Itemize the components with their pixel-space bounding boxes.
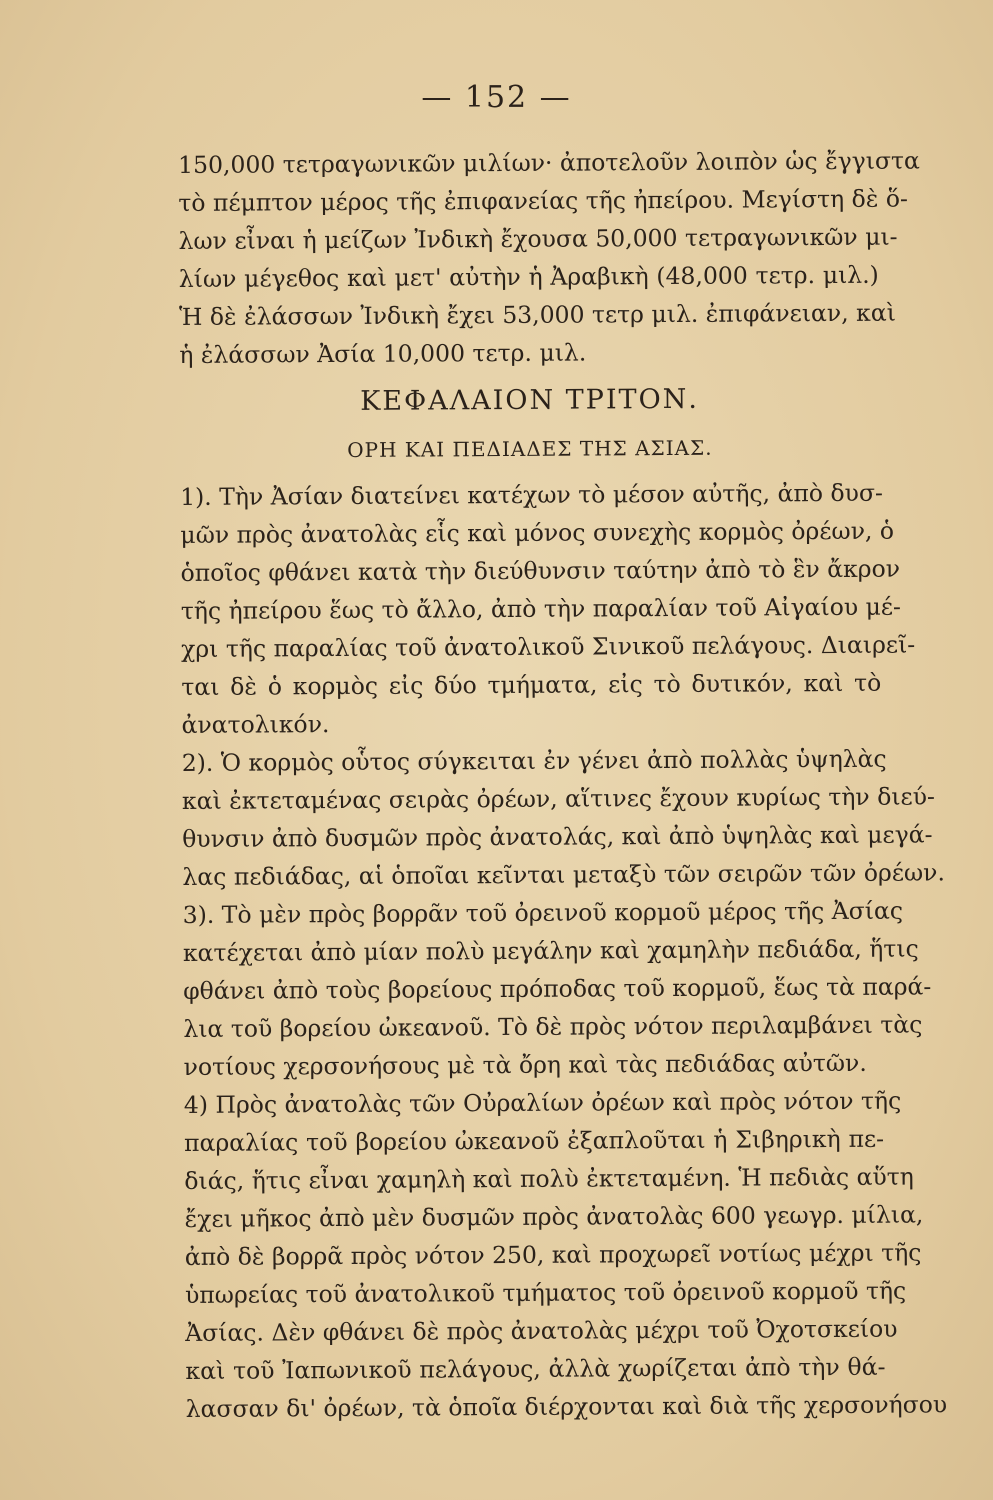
- text-line: λασσαν δι' ὀρέων, τὰ ὁποῖα διέρχονται καὶ διὰ τῆς χερσονήσου: [185, 1390, 948, 1423]
- text-line: λων εἶναι ἡ μείζων Ἰνδικὴ ἔχουσα 50,000 τετραγωνικῶν μι-: [178, 222, 898, 255]
- text-line: ὑπωρείας τοῦ ἀνατολικοῦ τμήματος τοῦ ὀρεινοῦ κορμοῦ τῆς: [184, 1276, 907, 1309]
- text-line: ἡ ἐλάσσων Ἀσία 10,000 τετρ. μιλ.: [179, 338, 587, 369]
- text-line: 2). Ὁ κορμὸς οὗτος σύγκειται ἐν γένει ἀπὸ πολλὰς ὑψηλὰς: [181, 744, 887, 777]
- text-line: τῆς ἠπείρου ἕως τὸ ἄλλο, ἀπὸ τὴν παραλίαν τοῦ Αἰγαίου μέ-: [180, 592, 902, 625]
- text-line: μῶν πρὸς ἀνατολὰς εἷς καὶ μόνος συνεχὴς κορμὸς ὀρέων, ὁ: [180, 516, 895, 549]
- text-line: καὶ τοῦ Ἰαπωνικοῦ πελάγους, ἀλλὰ χωρίζεται ἀπὸ τὴν θά-: [185, 1352, 886, 1385]
- text-line: ἀπὸ δὲ βορρᾶ πρὸς νότον 250, καὶ προχωρεῖ νοτίως μέχρι τῆς: [184, 1238, 922, 1271]
- text-line: νοτίους χερσονήσους μὲ τὰ ὄρη καὶ τὰς πεδιάδας αὐτῶν.: [183, 1048, 867, 1081]
- chapter-subtitle: ΟΡΗ ΚΑΙ ΠΕΔΙΑΔΕΣ ΤΗΣ ΑΣΙΑΣ.: [347, 435, 713, 462]
- text-line: καὶ ἐκτεταμένας σειρὰς ὀρέων, αἵτινες ἔχουν κυρίως τὴν διεύ-: [181, 782, 935, 815]
- section-1-paragraph: [180, 474, 916, 744]
- text-line: 3). Τὸ μὲν πρὸς βορρᾶν τοῦ ὀρεινοῦ κορμοῦ μέρος τῆς Ἀσίας: [182, 896, 904, 929]
- page-text: [178, 142, 948, 1428]
- section-2-paragraph: [181, 740, 945, 896]
- text-line: θυνσιν ἀπὸ δυσμῶν πρὸς ἀνατολάς, καὶ ἀπὸ ὑψηλὰς καὶ μεγά-: [182, 820, 933, 853]
- chapter-title: ΚΕΦΑΛΑΙΟΝ ΤΡΙΤΟΝ.: [360, 383, 700, 417]
- text-line: λια τοῦ βορείου ὠκεανοῦ. Τὸ δὲ πρὸς νότον περιλαμβάνει τὰς: [183, 1010, 923, 1043]
- text-line: χρι τῆς παραλίας τοῦ ἀνατολικοῦ Σινικοῦ πελάγους. Διαιρεῖ-: [180, 630, 916, 663]
- intro-paragraph: [178, 142, 920, 374]
- text-line: 1). Τὴν Ἀσίαν διατείνει κατέχων τὸ μέσον αὐτῆς, ἀπὸ δυσ-: [180, 478, 883, 511]
- text-line: ἔχει μῆκος ἀπὸ μὲν δυσμῶν πρὸς ἀνατολὰς 600 γεωγρ. μίλια,: [184, 1200, 924, 1233]
- text-line: 4) Πρὸς ἀνατολὰς τῶν Οὐραλίων ὀρέων καὶ πρὸς νότον τῆς: [183, 1086, 902, 1119]
- text-line: λίων μέγεθος καὶ μετ' αὐτὴν ἡ Ἀραβικὴ (48,000 τετρ. μιλ.): [178, 260, 879, 293]
- section-4-paragraph: [183, 1082, 948, 1428]
- page-number: — 152 —: [421, 80, 572, 115]
- text-line: ται δὲ ὁ κορμὸς εἰς δύο τμήματα, εἰς τὸ δυτικόν, καὶ τὸ: [181, 668, 882, 701]
- text-line: 150,000 τετραγωνικῶν μιλίων· ἀποτελοῦν λοιπὸν ὡς ἔγγιστα: [178, 146, 920, 179]
- text-line: παραλίας τοῦ βορείου ὠκεανοῦ ἐξαπλοῦται ἡ Σιβηρικὴ πε-: [184, 1124, 885, 1157]
- text-line: διάς, ἥτις εἶναι χαμηλὴ καὶ πολὺ ἐκτεταμένη. Ἡ πεδιὰς αὕτη: [184, 1162, 914, 1195]
- text-line: τὸ πέμπτον μέρος τῆς ἐπιφανείας τῆς ἠπείρου. Μεγίστη δὲ ὅ-: [178, 184, 909, 217]
- text-line: φθάνει ἀπὸ τοὺς βορείους πρόποδας τοῦ κορμοῦ, ἕως τὰ παρά-: [183, 972, 932, 1005]
- text-line: ὁποῖος φθάνει κατὰ τὴν διεύθυνσιν ταύτην ἀπὸ τὸ ἓν ἄκρον: [180, 554, 901, 587]
- text-line: λας πεδιάδας, αἱ ὁποῖαι κεῖνται μεταξὺ τῶν σειρῶν τῶν ὀρέων.: [182, 858, 945, 891]
- text-line: Ἡ δὲ ἐλάσσων Ἰνδικὴ ἔχει 53,000 τετρ μιλ. ἐπιφάνειαν, καὶ: [178, 298, 896, 331]
- section-3-paragraph: [182, 892, 932, 1086]
- text-line: κατέχεται ἀπὸ μίαν πολὺ μεγάλην καὶ χαμηλὴν πεδιάδα, ἥτις: [182, 934, 919, 967]
- text-line: Ἀσίας. Δὲν φθάνει δὲ πρὸς ἀνατολὰς μέχρι τοῦ Ὀχοτσκείου: [185, 1314, 898, 1347]
- text-line: ἀνατολικόν.: [181, 710, 330, 739]
